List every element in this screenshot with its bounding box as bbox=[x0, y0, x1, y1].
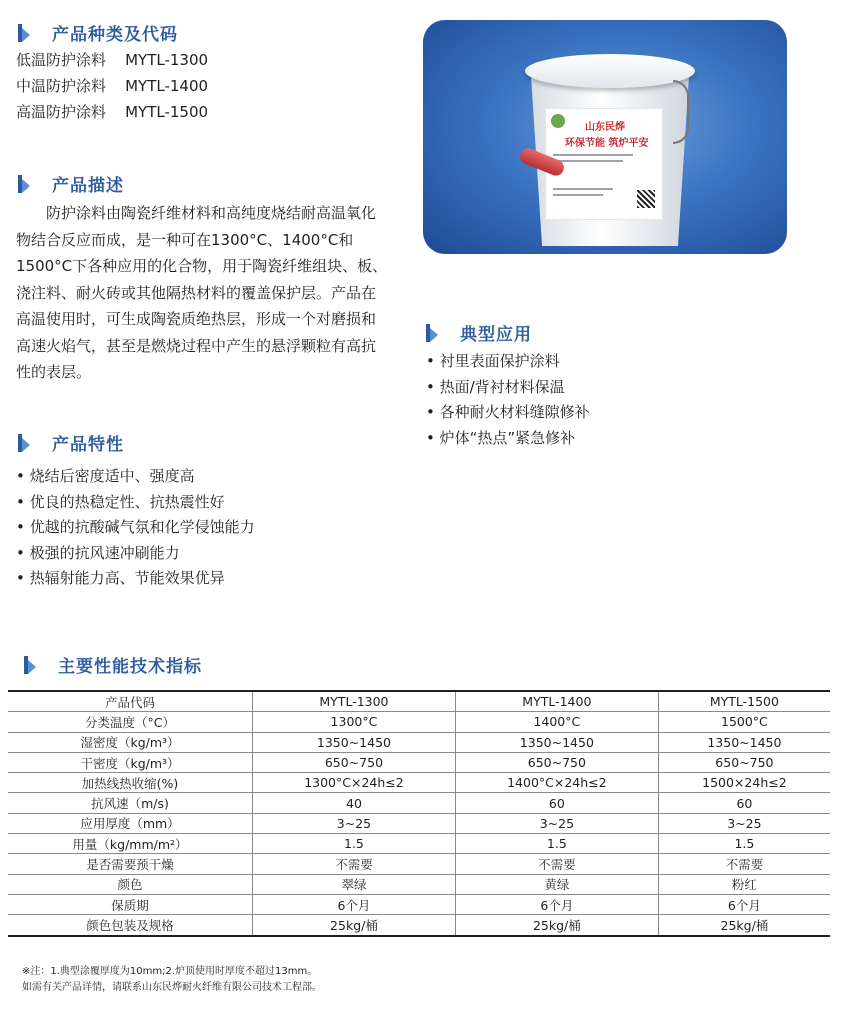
table-cell: 1.5 bbox=[658, 834, 830, 854]
table-row bbox=[8, 894, 830, 914]
list-item: • 优越的抗酸碱气氛和化学侵蚀能力 bbox=[16, 515, 255, 541]
table-cell: 产品代码 bbox=[8, 691, 253, 712]
list-item: • 各种耐火材料缝隙修补 bbox=[426, 400, 590, 426]
table-row bbox=[8, 773, 830, 793]
type-row bbox=[16, 47, 208, 73]
table-row bbox=[8, 854, 830, 874]
table-cell: 不需要 bbox=[658, 854, 830, 874]
table-cell: 25kg/桶 bbox=[658, 915, 830, 936]
table-cell: 1400°C bbox=[455, 712, 658, 732]
spec-title: 主要性能技术指标 bbox=[58, 657, 202, 677]
type-code: MYTL-1500 bbox=[125, 103, 209, 121]
table-cell: 粉红 bbox=[658, 874, 830, 894]
description-title: 产品描述 bbox=[52, 176, 124, 196]
table-cell: 6个月 bbox=[253, 894, 456, 914]
table-cell: 1300°C bbox=[253, 712, 456, 732]
table-cell: 保质期 bbox=[8, 894, 253, 914]
table-cell: 60 bbox=[455, 793, 658, 813]
table-cell: 1500×24h≤2 bbox=[658, 773, 830, 793]
list-item: • 极强的抗风速冲刷能力 bbox=[16, 541, 255, 567]
table-cell: 1350~1450 bbox=[455, 732, 658, 752]
table-cell: 加热线热收缩(%) bbox=[8, 773, 253, 793]
bucket-lid bbox=[525, 54, 695, 88]
table-cell: 1500°C bbox=[658, 712, 830, 732]
features-title: 产品特性 bbox=[52, 435, 124, 455]
table-cell: 25kg/桶 bbox=[455, 915, 658, 936]
section-marker-icon bbox=[24, 656, 36, 674]
table-cell: 650~750 bbox=[253, 752, 456, 772]
brand-logo-icon bbox=[551, 114, 565, 128]
type-code: MYTL-1400 bbox=[125, 77, 209, 95]
table-row bbox=[8, 732, 830, 752]
features-heading bbox=[18, 430, 124, 455]
table-cell: 翠绿 bbox=[253, 874, 456, 894]
label-fineprint bbox=[553, 188, 613, 190]
table-cell: MYTL-1300 bbox=[253, 691, 456, 712]
table-row bbox=[8, 752, 830, 772]
table-cell: 不需要 bbox=[253, 854, 456, 874]
table-cell: 3~25 bbox=[455, 813, 658, 833]
table-row bbox=[8, 793, 830, 813]
type-name: 高温防护涂料 bbox=[16, 103, 107, 121]
type-name: 低温防护涂料 bbox=[16, 51, 107, 69]
table-cell: 1.5 bbox=[455, 834, 658, 854]
table-row bbox=[8, 874, 830, 894]
description-heading bbox=[18, 171, 124, 196]
section-marker-icon bbox=[18, 24, 30, 42]
features-list bbox=[16, 464, 255, 592]
label-brand: 山东民烨 bbox=[585, 122, 625, 133]
table-cell: 湿密度（kg/m³） bbox=[8, 732, 253, 752]
table-row bbox=[8, 915, 830, 936]
label-fineprint bbox=[553, 194, 603, 196]
table-cell: 1350~1450 bbox=[253, 732, 456, 752]
table-cell: 25kg/桶 bbox=[253, 915, 456, 936]
table-cell: 颜色 bbox=[8, 874, 253, 894]
label-slogan: 环保节能 筑炉平安 bbox=[565, 138, 649, 149]
list-item: • 热辐射能力高、节能效果优异 bbox=[16, 566, 255, 592]
table-cell: 650~750 bbox=[658, 752, 830, 772]
types-title: 产品种类及代码 bbox=[52, 25, 178, 45]
table-row bbox=[8, 691, 830, 712]
spec-table bbox=[8, 690, 830, 937]
table-cell: 应用厚度（mm） bbox=[8, 813, 253, 833]
footnote: ※注：1.典型涂覆厚度为10mm;2.炉顶使用时厚度不超过13mm。 bbox=[22, 966, 318, 977]
table-cell: 1300°C×24h≤2 bbox=[253, 773, 456, 793]
table-cell: 不需要 bbox=[455, 854, 658, 874]
footnote: 如需有关产品详情，请联系山东民烨耐火纤维有限公司技术工程部。 bbox=[22, 982, 322, 993]
footnotes bbox=[22, 964, 322, 996]
table-cell: 黄绿 bbox=[455, 874, 658, 894]
qr-code-icon bbox=[637, 190, 655, 208]
label-fineprint bbox=[553, 154, 633, 156]
table-cell: 3~25 bbox=[253, 813, 456, 833]
table-cell: 3~25 bbox=[658, 813, 830, 833]
table-cell: 650~750 bbox=[455, 752, 658, 772]
bucket-handle bbox=[673, 80, 689, 144]
list-item: • 热面/背衬材料保温 bbox=[426, 375, 590, 401]
list-item: • 优良的热稳定性、抗热震性好 bbox=[16, 490, 255, 516]
list-item: • 炉体“热点”紧急修补 bbox=[426, 426, 590, 452]
table-cell: 干密度（kg/m³） bbox=[8, 752, 253, 772]
table-cell: 40 bbox=[253, 793, 456, 813]
type-name: 中温防护涂料 bbox=[16, 77, 107, 95]
table-cell: MYTL-1400 bbox=[455, 691, 658, 712]
applications-list bbox=[426, 349, 590, 451]
table-cell: 用量（kg/mm/m²） bbox=[8, 834, 253, 854]
applications-heading bbox=[426, 320, 532, 345]
type-code: MYTL-1300 bbox=[125, 51, 209, 69]
table-cell: 1400°C×24h≤2 bbox=[455, 773, 658, 793]
section-marker-icon bbox=[18, 175, 30, 193]
table-cell: 1.5 bbox=[253, 834, 456, 854]
table-cell: MYTL-1500 bbox=[658, 691, 830, 712]
spec-heading bbox=[24, 652, 202, 677]
label-fineprint bbox=[553, 160, 623, 162]
description-text: 防护涂料由陶瓷纤维材料和高纯度烧结耐高温氧化物结合反应而成，是一种可在1300°C、1400°C和1500°C下各种应用的化合物，用于陶瓷纤维组块、板、浇注料、耐火砖或其他隔热材料的覆盖保护层。产品在高温使用时，可生成陶瓷质绝热层，形成一个对磨损和高速火焰气，甚至是燃烧过程中产生的悬浮颗粒有高抗性的表层。 bbox=[16, 204, 388, 381]
table-cell: 分类温度（°C） bbox=[8, 712, 253, 732]
product-photo bbox=[423, 20, 787, 254]
table-cell: 是否需要预干燥 bbox=[8, 854, 253, 874]
types-list bbox=[16, 47, 208, 125]
applications-title: 典型应用 bbox=[460, 325, 532, 345]
list-item: • 衬里表面保护涂料 bbox=[426, 349, 590, 375]
section-marker-icon bbox=[426, 324, 438, 342]
table-cell: 颜色包装及规格 bbox=[86, 917, 174, 933]
table-cell: 60 bbox=[658, 793, 830, 813]
section-marker-icon bbox=[18, 434, 30, 452]
table-cell: 抗风速（m/s) bbox=[8, 793, 253, 813]
table-row bbox=[8, 712, 830, 732]
table-cell: 6个月 bbox=[455, 894, 658, 914]
table-row bbox=[8, 834, 830, 854]
table-row bbox=[8, 813, 830, 833]
type-row bbox=[16, 99, 208, 125]
types-heading bbox=[18, 20, 178, 45]
table-cell: 6个月 bbox=[658, 894, 830, 914]
list-item: • 烧结后密度适中、强度高 bbox=[16, 464, 255, 490]
table-cell: 1350~1450 bbox=[658, 732, 830, 752]
type-row bbox=[16, 73, 208, 99]
